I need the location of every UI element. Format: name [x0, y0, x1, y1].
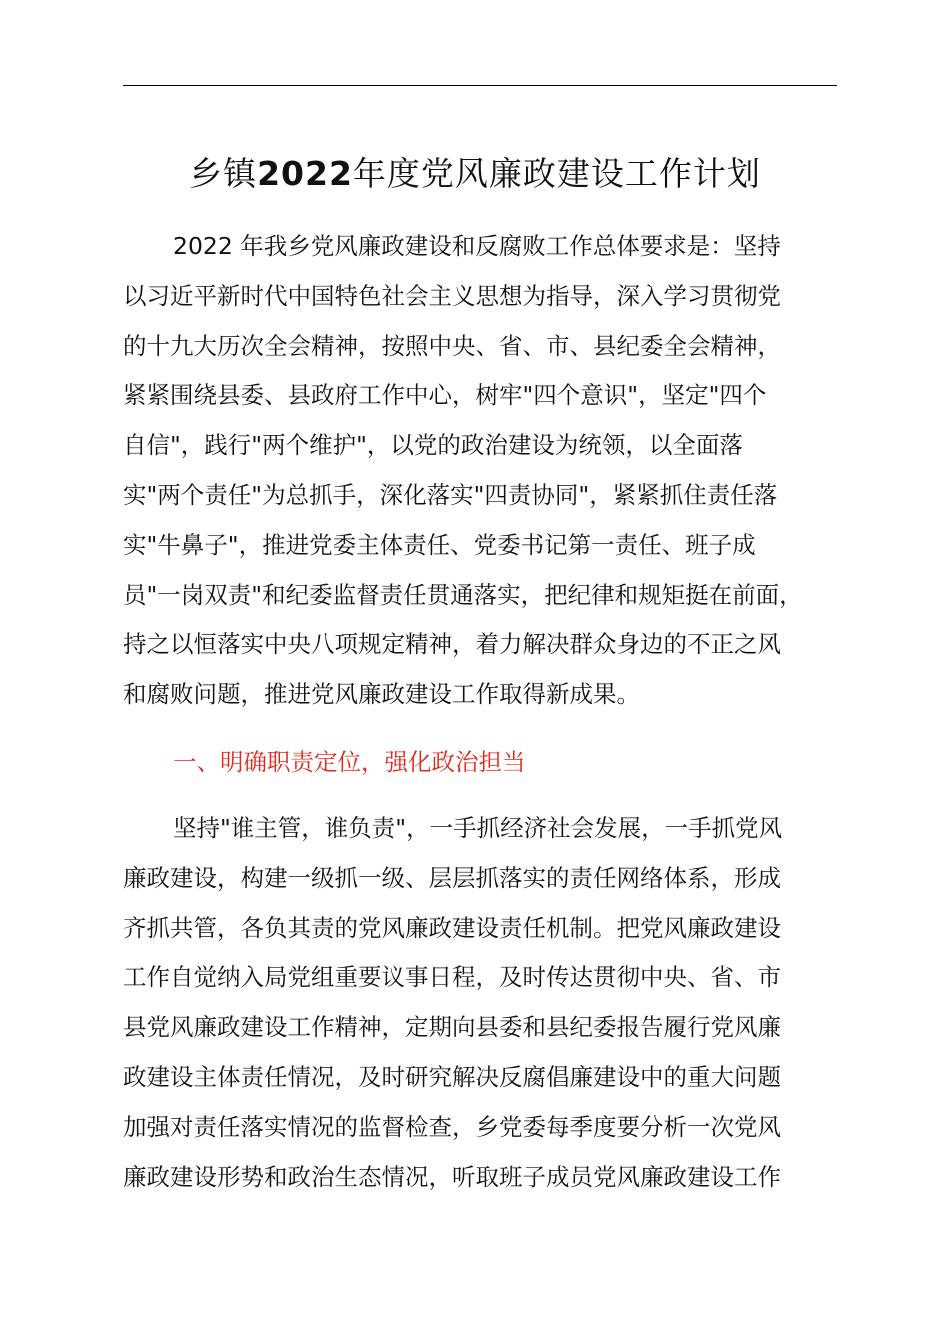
section-heading-1: 一、明确职责定位，强化政治担当	[173, 748, 526, 776]
text-line: 自信"，践行"两个维护"，以党的政治建设为统领，以全面落	[123, 431, 743, 460]
text-line: 以习近平新时代中国特色社会主义思想为指导，深入学习贯彻党	[123, 281, 781, 310]
text-line: 齐抓共管，各负其责的党风廉政建设责任机制。把党风廉政建设	[123, 913, 781, 942]
text-line: 实"牛鼻子"，推进党委主体责任、党委书记第一责任、班子成	[123, 530, 756, 559]
title-year: 2022	[257, 154, 353, 193]
text-line: 实"两个责任"为总抓手，深化落实"四责协同"，紧紧抓住责任落	[123, 480, 778, 509]
title-prefix: 乡镇	[189, 154, 258, 193]
text-line: 坚持"谁主管，谁负责"，一手抓经济社会发展，一手抓党风	[173, 814, 783, 842]
text-line: 紧紧围绕县委、县政府工作中心，树牢"四个意识"，坚定"四个	[123, 381, 767, 410]
text-line: 持之以恒落实中央八项规定精神，着力解决群众身边的不正之风	[123, 630, 781, 659]
text-line: 廉政建设，构建一级抓一级、层层抓落实的责任网络体系，形成	[123, 863, 781, 892]
text-line: 的十九大历次全会精神，按照中央、省、市、县纪委全会精神，	[123, 331, 781, 360]
text-line: 加强对责任落实情况的监督检查，乡党委每季度要分析一次党风	[123, 1112, 781, 1141]
title-suffix: 年度党风廉政建设工作计划	[352, 154, 761, 193]
text-line: 县党风廉政建设工作精神，定期向县委和县纪委报告履行党风廉	[123, 1013, 781, 1042]
header-rule	[123, 85, 837, 86]
text-line: 政建设主体责任情况，及时研究解决反腐倡廉建设中的重大问题	[123, 1062, 781, 1091]
text-line: 工作自觉纳入局党组重要议事日程，及时传达贯彻中央、省、市	[123, 963, 781, 992]
section-1-paragraph	[123, 804, 837, 1202]
text-line: 廉政建设形势和政治生态情况，听取班子成员党风廉政建设工作	[123, 1162, 781, 1191]
intro-paragraph	[123, 222, 837, 720]
text-line: 2022 年我乡党风廉政建设和反腐败工作总体要求是：坚持	[173, 232, 781, 260]
text-line: 员"一岗双责"和纪委监督责任贯通落实，把纪律和规矩挺在前面，	[123, 580, 803, 609]
page-title	[0, 150, 950, 198]
text-line: 和腐败问题，推进党风廉政建设工作取得新成果。	[123, 680, 640, 709]
